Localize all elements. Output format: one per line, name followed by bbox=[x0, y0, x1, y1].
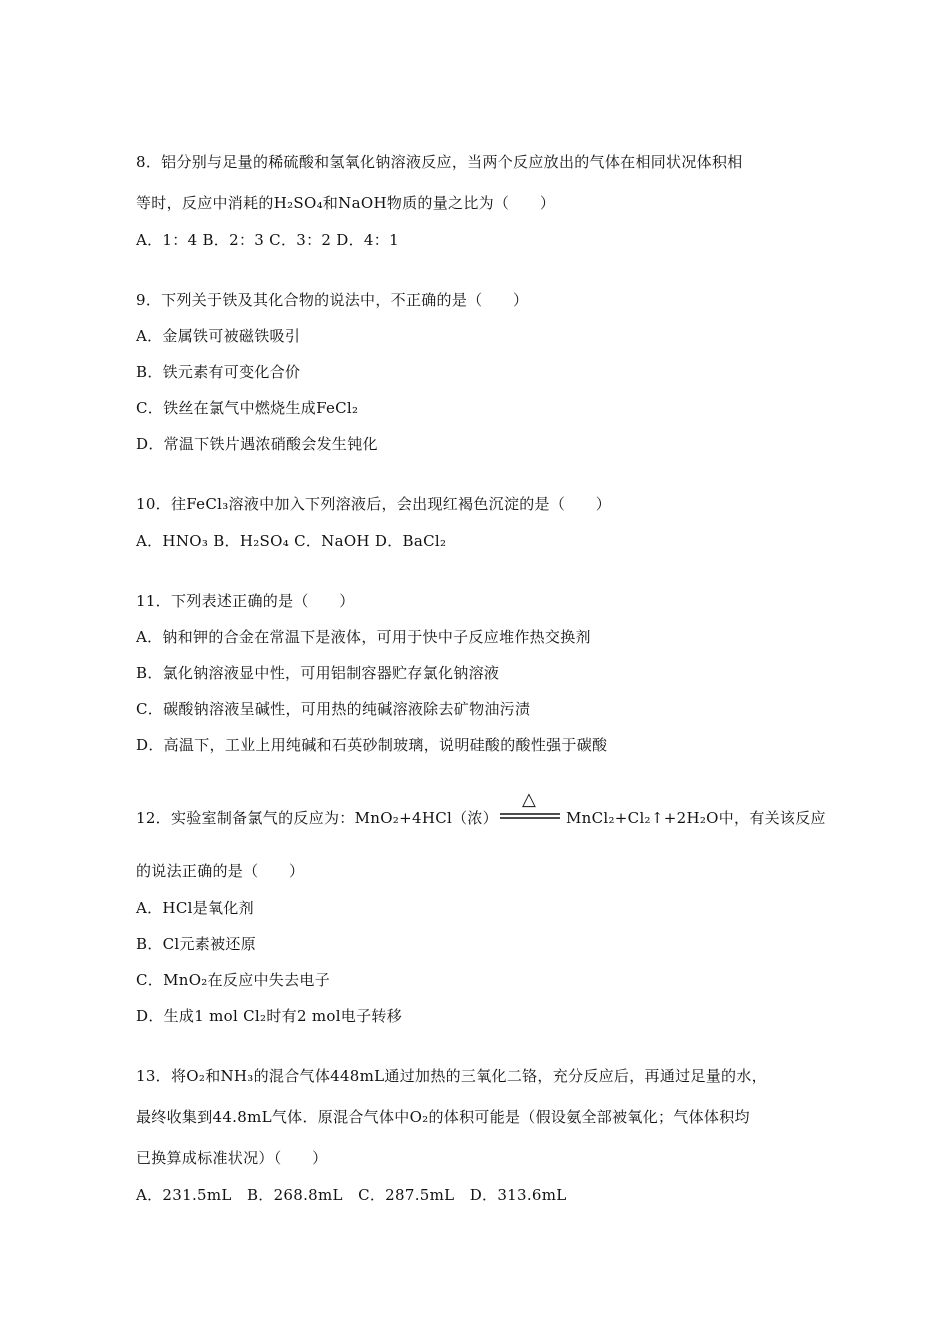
q9-option-a: A．金属铁可被磁铁吸引 bbox=[136, 327, 301, 345]
q13-stem-line-1: 13．将O₂和NH₃的混合气体448mL通过加热的三氧化二铬，充分反应后，再通过足量的水， bbox=[136, 1067, 767, 1085]
q10-stem: 10．往FeCl₃溶液中加入下列溶液后，会出现红褐色沉淀的是（ ） bbox=[136, 495, 612, 513]
q13-stem-line-2: 最终收集到44.8mL气体．原混合气体中O₂的体积可能是（假设氨全部被氧化；气体体积均 bbox=[136, 1108, 750, 1126]
reaction-condition-arrow bbox=[500, 789, 560, 824]
q11-option-d: D．高温下，工业上用纯碱和石英砂制玻璃，说明硅酸的酸性强于碳酸 bbox=[136, 736, 608, 754]
q12-stem-left: 12．实验室制备氯气的反应为：MnO₂+4HCl（浓） bbox=[136, 809, 498, 827]
q13-stem-line-3: 已换算成标准状况）（ ） bbox=[136, 1149, 328, 1167]
q8-stem-line-1: 8．铝分别与足量的稀硫酸和氢氧化钠溶液反应，当两个反应放出的气体在相同状况体积相 bbox=[136, 153, 743, 171]
heat-symbol: △ bbox=[522, 789, 536, 810]
q11-stem: 11．下列表述正确的是（ ） bbox=[136, 592, 355, 610]
q11-option-a: A．钠和钾的合金在常温下是液体，可用于快中子反应堆作热交换剂 bbox=[136, 628, 591, 646]
q8-options: A．1：4 B．2：3 C．3：2 D．4：1 bbox=[136, 231, 399, 249]
q12-option-b: B．Cl元素被还原 bbox=[136, 935, 256, 953]
q12-stem-line-2: 的说法正确的是（ ） bbox=[136, 862, 305, 880]
q9-option-d: D．常温下铁片遇浓硝酸会发生钝化 bbox=[136, 435, 378, 453]
q11-option-c: C．碳酸钠溶液呈碱性，可用热的纯碱溶液除去矿物油污渍 bbox=[136, 700, 531, 718]
q13-options: A．231.5mL B．268.8mL C．287.5mL D．313.6mL bbox=[136, 1186, 567, 1204]
q12-option-a: A．HCl是氧化剂 bbox=[136, 899, 254, 917]
q9-stem: 9．下列关于铁及其化合物的说法中，不正确的是（ ） bbox=[136, 291, 529, 309]
equals-arrow-icon bbox=[500, 794, 560, 824]
q12-stem-right: MnCl₂+Cl₂↑+2H₂O中，有关该反应 bbox=[566, 809, 826, 827]
q12-option-c: C．MnO₂在反应中失去电子 bbox=[136, 971, 331, 989]
q8-stem-line-2: 等时，反应中消耗的H₂SO₄和NaOH物质的量之比为（ ） bbox=[136, 194, 556, 212]
q12-option-d: D．生成1 mol Cl₂时有2 mol电子转移 bbox=[136, 1007, 403, 1025]
q10-options: A．HNO₃ B．H₂SO₄ C．NaOH D．BaCl₂ bbox=[136, 532, 447, 550]
q9-option-b: B．铁元素有可变化合价 bbox=[136, 363, 301, 381]
q11-option-b: B．氯化钠溶液显中性，可用铝制容器贮存氯化钠溶液 bbox=[136, 664, 500, 682]
q9-option-c: C．铁丝在氯气中燃烧生成FeCl₂ bbox=[136, 399, 359, 417]
